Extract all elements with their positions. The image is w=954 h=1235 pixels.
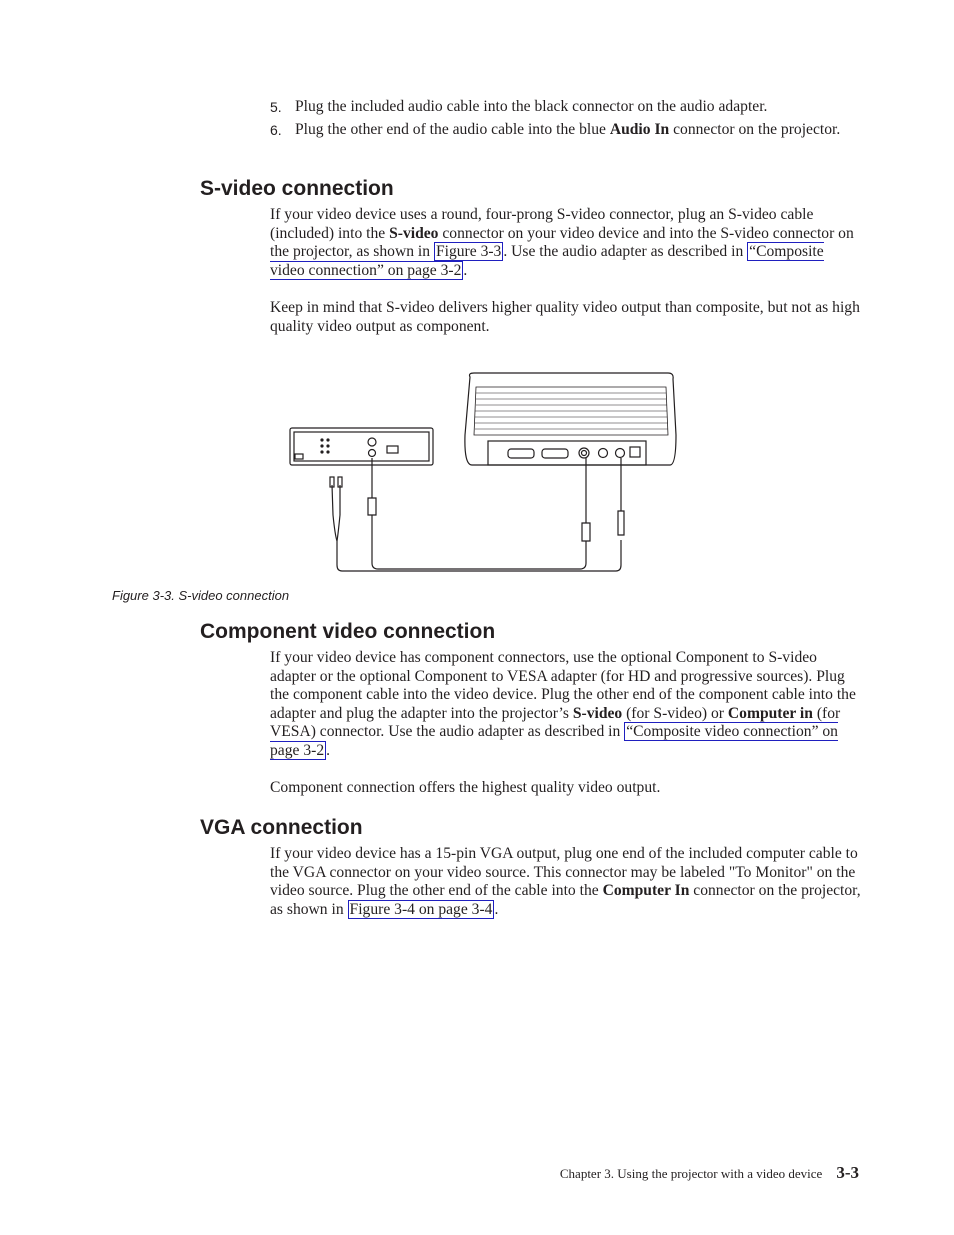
- component-note: Component connection offers the highest quality video output.: [270, 779, 661, 796]
- svideo-note: Keep in mind that S-video delivers higher quality video output than composite, but not as high quality video output as component.: [270, 299, 860, 335]
- page-footer: [560, 1163, 859, 1183]
- figure-caption: Figure 3-3. S-video connection: [112, 588, 290, 603]
- list-item: [270, 98, 860, 117]
- svideo-paragraph: If your video device uses a round, four-prong S-video connector, plug an S-video cable (included) into the S-video connector on your video device and into the S-video connector on the projector, as shown in Figure 3-3 . Use the audio adapter as described in “Composite video connection” on page 3-2 .: [270, 206, 854, 279]
- svideo-connection-illustration: [280, 365, 680, 577]
- vga-paragraph: If your video device has a 15-pin VGA output, plug one end of the included computer cable to the VGA connector on your video source. This connector may be labeled "To Monitor" on the video source. Plug the other end of the cable into the Computer In connector on the projector, as shown in Figure 3-4 on page 3-4 .: [270, 845, 861, 918]
- step-text: Plug the other end of the audio cable into the blue Audio In connector on the projector.: [295, 121, 841, 138]
- figure-3-3-link[interactable]: Figure 3-3: [435, 243, 502, 261]
- composite-video-link[interactable]: “Composite video connection” on page 3-2: [270, 723, 838, 759]
- component-paragraph: If your video device has component connectors, use the optional Component to S-video adapter or the optional Component to VESA adapter (for HD and progressive sources). Plug the component cable into the video device. Plug the other end of the component cable into the adapter and plug the adapter into the projector’s S-video (for S-video) or Computer in (for VESA) connector. Use the audio adapter as described in “Composite video connection” on page 3-2 .: [270, 649, 856, 759]
- section-heading-component: Component video connection: [200, 620, 496, 643]
- page-number: 3-3: [836, 1163, 859, 1182]
- section-heading-svideo: S-video connection: [200, 177, 394, 200]
- list-item: [270, 121, 860, 140]
- composite-video-link[interactable]: “Composite video connection” on page 3-2: [270, 243, 824, 279]
- cables-illustration: [330, 458, 624, 571]
- figure-3-4-link[interactable]: Figure 3-4 on page 3-4: [349, 900, 493, 918]
- step-number: 5.: [270, 99, 282, 115]
- section-heading-vga: VGA connection: [200, 816, 363, 839]
- chapter-title: Chapter 3. Using the projector with a video device: [559, 1166, 823, 1181]
- step-text: Plug the included audio cable into the black connector on the audio adapter.: [295, 98, 768, 115]
- projector-illustration: [465, 373, 676, 465]
- video-device-illustration: [290, 428, 433, 465]
- step-number: 6.: [270, 122, 282, 138]
- audio-in-label: Audio In: [609, 121, 670, 138]
